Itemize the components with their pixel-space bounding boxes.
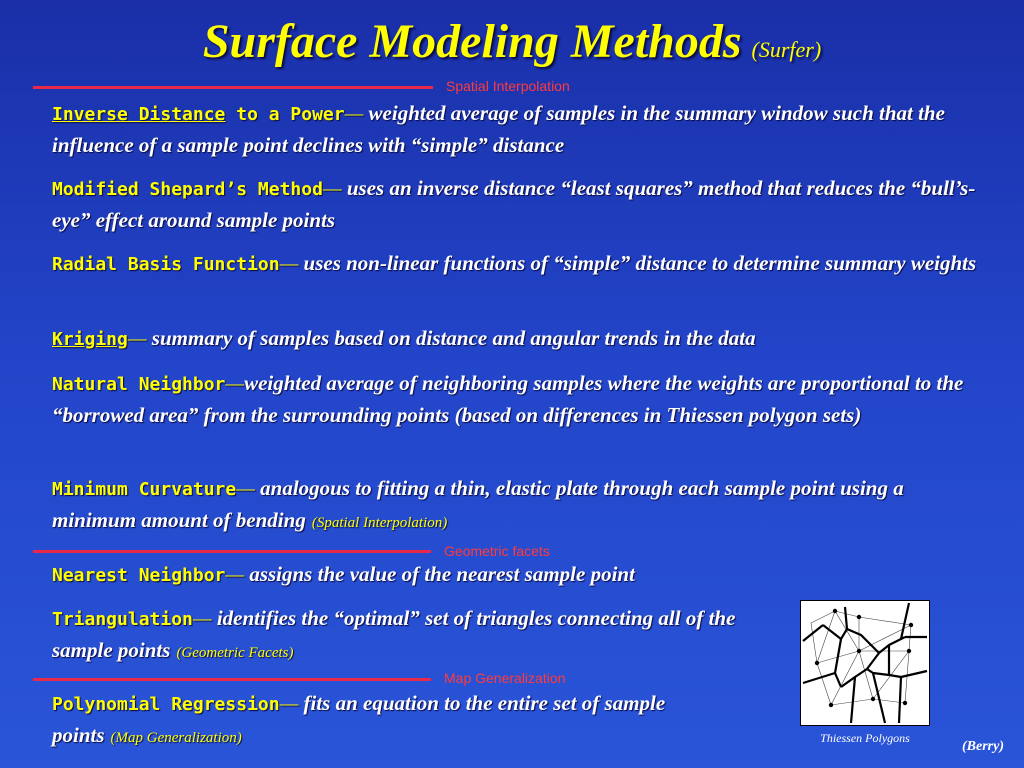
dash: — [279,251,299,275]
item-triangulation [52,603,782,668]
desc-radial: uses non-linear functions of “simple” distance to determine summary weights [298,251,977,275]
item-polynomial [52,688,692,753]
item-kriging [52,323,992,355]
section-label-spatial: Spatial Interpolation [446,78,570,94]
desc-nearest-neighbor: assigns the value of the nearest sample point [244,562,635,586]
term-kriging[interactable]: Kriging [52,329,128,350]
item-shepard [52,173,992,235]
section-label-map: Map Generalization [444,670,566,686]
term-nearest-neighbor: Nearest Neighbor [52,565,226,586]
author-credit: (Berry) [962,739,1004,754]
dash: — [192,606,212,630]
desc-min-curvature: analogous to fitting a thin, elastic plate through each sample point using a minimum amount of bending [52,476,904,532]
term-inverse-distance[interactable]: Inverse Distance [52,104,226,125]
item-min-curvature [52,473,962,538]
section-label-geometric: Geometric facets [444,543,550,559]
dash: — [344,101,364,125]
term-triangulation: Triangulation [52,609,193,630]
term-polynomial: Polynomial Regression [52,694,280,715]
item-radial [52,248,992,280]
thiessen-polygons-graphic [801,601,929,725]
desc-triangulation: identifies the “optimal” set of triangles connecting all of the sample points [52,606,736,662]
slide-title [0,14,1024,69]
desc-kriging: summary of samples based on distance and angular trends in the data [146,326,756,350]
dash: — [225,371,245,395]
item-nearest-neighbor [52,559,812,591]
term-to-a-power: to a Power [225,104,345,125]
term-radial: Radial Basis Function [52,254,280,275]
divider-spatial [33,86,433,89]
desc-polynomial: fits an equation to the entire set of sample points [52,691,666,747]
dash: — [279,691,299,715]
desc-natural-neighbor: weighted average of neighboring samples where the weights are proportional to the “borrowed area” from the surrounding points (based on differences in Thiessen polygon sets) [52,371,964,427]
divider-map [33,678,431,681]
ref-map-generalization: (Map Generalization) [110,730,242,746]
divider-geometric [33,550,431,553]
term-natural-neighbor: Natural Neighbor [52,374,226,395]
figure-caption: Thiessen Polygons [820,731,910,745]
term-shepard: Modified Shepard’s Method [52,179,323,200]
dash: — [225,562,245,586]
title-main: Surface Modeling Methods [202,15,742,68]
ref-geometric-facets: (Geometric Facets) [176,645,294,661]
desc-inverse-distance: weighted average of samples in the summary window such that the influence of a sample point declines with “simple” distance [52,101,945,157]
thiessen-polygons-figure [800,600,930,726]
item-natural-neighbor [52,368,982,430]
dash: — [127,326,147,350]
item-inverse-distance [52,98,952,160]
dash: — [322,176,342,200]
term-min-curvature: Minimum Curvature [52,479,237,500]
desc-shepard: uses an inverse distance “least squares” method that reduces the “bull’s-eye” effect around sample points [52,176,976,232]
dash: — [236,476,255,500]
title-sub: (Surfer) [751,37,822,62]
ref-spatial-interpolation: (Spatial Interpolation) [311,515,448,531]
